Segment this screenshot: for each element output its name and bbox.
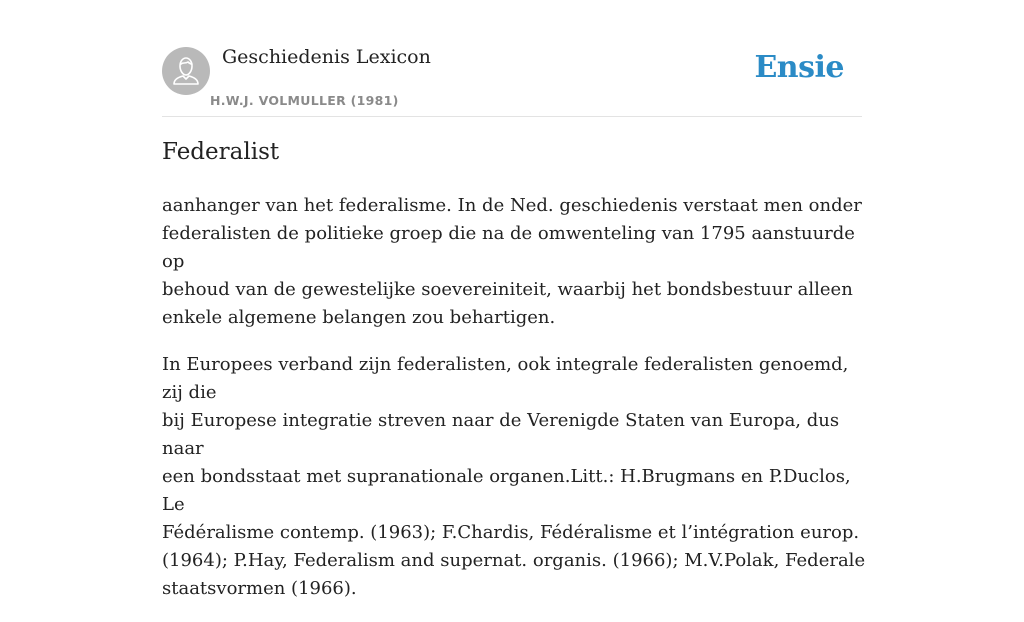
entry-title: Federalist bbox=[162, 139, 280, 165]
entry-body bbox=[162, 192, 874, 622]
entry-paragraph: aanhanger van het federalisme. In de Ned. geschiedenis verstaat men onder federalisten de politieke groep die na de omwenteling van 1795 aanstuurde op behoud van de gewestelijke soevereiniteit, waarbij het bondsbestuur alleen enkele algemene belangen zou behartigen. bbox=[162, 195, 862, 328]
user-silhouette-icon bbox=[162, 47, 210, 95]
page-header bbox=[162, 0, 862, 117]
author-name[interactable]: H.W.J. VOLMULLER (1981) bbox=[210, 93, 399, 108]
ensie-logo[interactable]: Ensie bbox=[754, 50, 844, 85]
author-avatar[interactable] bbox=[162, 47, 210, 95]
entry-paragraph: In Europees verband zijn federalisten, ook integrale federalisten genoemd, zij die bij Europese integratie streven naar de Verenigde Staten van Europa, dus naar een bondsstaat met supranationale organen.Litt.: H.Brugmans en P.Duclos, Le Fédéralisme contemp. (1963); F.Chardis, Fédéralisme et l’intégration europ. (1964); P.Hay, Federalism and supernat. organis. (1966); M.V.Polak, Federale staatsvormen (1966). bbox=[162, 354, 866, 599]
book-title-link[interactable]: Geschiedenis Lexicon bbox=[222, 46, 431, 68]
